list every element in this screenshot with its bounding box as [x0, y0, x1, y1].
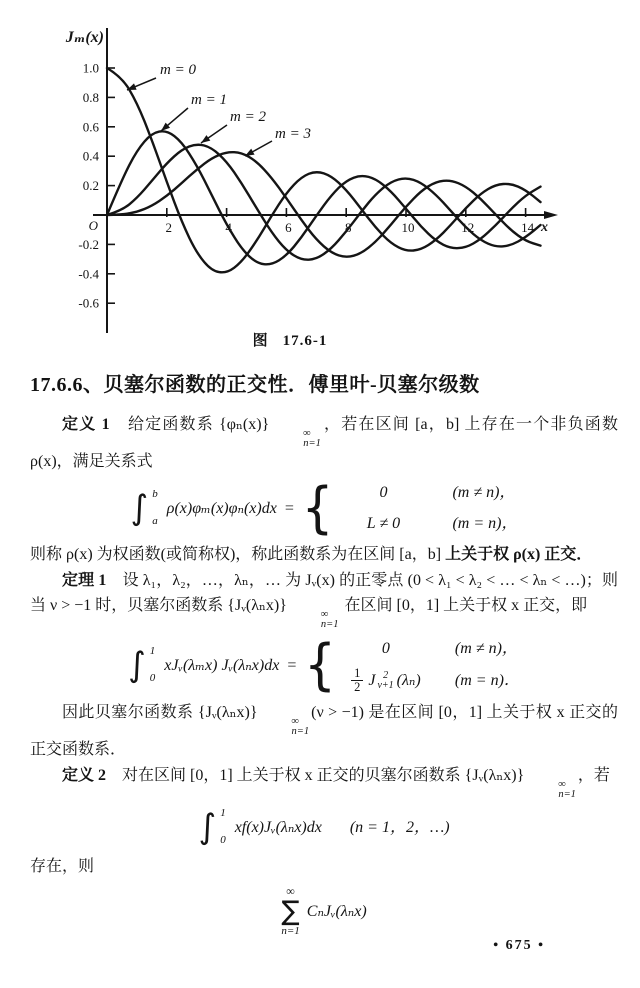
- weight-orthogonality-formula: [30, 476, 618, 540]
- curve-label: m = 3: [275, 126, 311, 142]
- bessel-orthogonality-formula: [30, 633, 618, 697]
- y-tick-label: 0.2: [82, 178, 99, 194]
- text-run: 在区间 [0，1] 上关于权 x 正交，即: [340, 597, 588, 614]
- y-tick-label: 0.4: [82, 148, 99, 164]
- definition1-paragraph: [30, 412, 618, 474]
- bessel-function-chart: [0, 0, 640, 352]
- figure-caption-prefix: 图: [252, 333, 269, 349]
- integrand: xJᵥ(λₘx) Jᵥ(λₙx)dx: [164, 656, 280, 674]
- superscript-subscript: [377, 671, 393, 691]
- case-condition: (m = n)，: [452, 515, 518, 532]
- text-run: 定义 2: [62, 767, 123, 784]
- bessel-j-symbol: J: [368, 672, 376, 689]
- case-row: [343, 667, 520, 694]
- integral-bounds: [152, 487, 158, 529]
- corollary-paragraph: [30, 700, 618, 762]
- annotation-arrowhead: [245, 149, 255, 156]
- x-tick-label: 12: [461, 220, 475, 235]
- text-run: ，若在区间 [a，b] 上存在一个非负函数 ρ(x)，满足关系式: [30, 416, 618, 470]
- case-value: 0: [381, 640, 390, 657]
- coefficient-integral-formula: [30, 806, 618, 848]
- theorem1-paragraph: [30, 568, 618, 630]
- case-condition: (m ≠ n)，: [452, 484, 516, 501]
- case-condition: (m = n)．: [454, 672, 520, 689]
- integral-upper: 1: [220, 807, 226, 819]
- fraction-numerator: 1: [354, 666, 361, 680]
- integrand: ρ(x)φₘ(x)φₙ(x)dx: [166, 499, 277, 517]
- limits-stack: ∞ n=1: [320, 609, 339, 630]
- case-row: [340, 511, 517, 536]
- origin-label: O: [88, 218, 98, 233]
- integral-lower: a: [152, 515, 158, 527]
- annotation-arrowhead: [201, 135, 210, 143]
- definition2-paragraph: [30, 763, 618, 800]
- figure-caption-number: 17.6-1: [282, 333, 328, 349]
- x-tick-label: 2: [165, 220, 173, 235]
- cases: [340, 480, 517, 536]
- argument: (λₙ): [396, 672, 421, 689]
- integral-sign: ∫: [130, 487, 149, 528]
- text-run: 则称 ρ(x) 为权函数(或简称权)，称此函数系为在区间 [a，b]: [30, 546, 446, 563]
- x-tick-label: 14: [521, 220, 535, 235]
- integral-bounds: [150, 644, 156, 686]
- bessel-figure: [0, 0, 640, 360]
- case-row: [343, 636, 520, 661]
- case-value: [343, 667, 429, 694]
- text-run: (ν > −1) 是在区间 [0，1] 上关于权 x 正交的正交函数系．: [30, 704, 618, 758]
- sum-lower-limit: n=1: [281, 925, 300, 937]
- text-run: 因此贝塞尔函数系 {Jᵥ(λₙx)}: [62, 704, 258, 721]
- series-term: CₙJᵥ(λₙx): [306, 902, 367, 920]
- text-run: 定义 1: [62, 416, 128, 433]
- curve-label: m = 0: [160, 62, 196, 78]
- text-run: 对在区间 [0，1] 上关于权 x 正交的贝塞尔函数系 {Jᵥ(λₙx)}: [122, 767, 525, 784]
- integrand: xf(x)Jᵥ(λₙx)dx: [234, 818, 322, 836]
- subscript: ν+1: [377, 679, 394, 691]
- integral-lower: 0: [149, 672, 156, 684]
- x-tick-label: 8: [344, 220, 352, 235]
- cases-brace: {: [304, 633, 336, 697]
- y-tick-label: -0.4: [78, 266, 99, 282]
- text-run: 给定函数系 {φₙ(x)}: [127, 416, 270, 433]
- x-tick-label: 6: [285, 220, 292, 235]
- cases: [343, 636, 520, 694]
- limits-stack: ∞ n=1: [291, 716, 310, 737]
- text-run: ，若: [577, 767, 610, 784]
- case-row: [340, 480, 517, 505]
- fourier-bessel-series-formula: [30, 885, 618, 937]
- index-note: (n = 1，2，…): [349, 818, 450, 836]
- integral-lower: 0: [220, 834, 226, 846]
- curve-label: m = 2: [230, 109, 266, 125]
- sum-sigma-icon: ∑: [281, 896, 300, 927]
- integral-sign: ∫: [128, 644, 146, 685]
- summation: [281, 885, 299, 937]
- text-run: 设 λ₁，λ₂，…，λₙ，… 为 Jᵥ(x) 的正零点 (0 < λ₁ < λ₂ < … < λₙ < …)；则当 ν > −1 时，贝塞尔函数系 {Jᵥ(λₙx)}: [30, 572, 618, 614]
- equals-sign: =: [283, 499, 295, 517]
- integral-sign: ∫: [198, 806, 217, 847]
- y-tick-label: 1.0: [82, 60, 99, 76]
- y-tick-label: -0.2: [78, 236, 99, 252]
- integral-upper: b: [152, 488, 158, 500]
- curve-label: m = 1: [191, 92, 227, 108]
- integral-bounds: [220, 806, 226, 848]
- limits-stack: ∞ n=1: [558, 779, 576, 800]
- one-half-fraction: [351, 667, 363, 694]
- y-tick-label: 0.6: [82, 119, 99, 135]
- text-run: 存在，则: [30, 858, 95, 875]
- case-value: L ≠ 0: [366, 515, 401, 532]
- case-condition: (m ≠ n)，: [454, 640, 518, 657]
- fraction-denominator: 2: [351, 680, 363, 694]
- weight-function-paragraph: [30, 542, 618, 567]
- case-value: 0: [379, 484, 388, 501]
- y-axis-title: Jₘ(x): [65, 29, 104, 46]
- cases-brace: {: [301, 476, 334, 540]
- x-axis-arrow: [544, 211, 558, 219]
- text-content: [30, 372, 618, 943]
- y-tick-label: 0.8: [82, 89, 99, 105]
- x-tick-label: 10: [401, 220, 415, 235]
- exists-then-paragraph: [30, 854, 618, 879]
- y-tick-label: -0.6: [78, 295, 99, 311]
- equals-sign: =: [286, 656, 298, 674]
- section-heading: 17.6.6、贝塞尔函数的正交性．傅里叶-贝塞尔级数: [30, 374, 480, 396]
- superscript: 2: [383, 669, 389, 681]
- limits-stack: ∞ n=1: [303, 428, 321, 449]
- integral-upper: 1: [149, 645, 156, 657]
- x-tick-label: 4: [225, 220, 232, 235]
- sum-upper-limit: ∞: [286, 884, 295, 898]
- text-run: 定理 1: [62, 572, 123, 589]
- figure-caption: [0, 329, 580, 350]
- text-run: 上关于权 ρ(x) 正交．: [445, 546, 593, 563]
- page-number: • 675 •: [493, 938, 545, 953]
- x-axis-title: x: [541, 220, 548, 235]
